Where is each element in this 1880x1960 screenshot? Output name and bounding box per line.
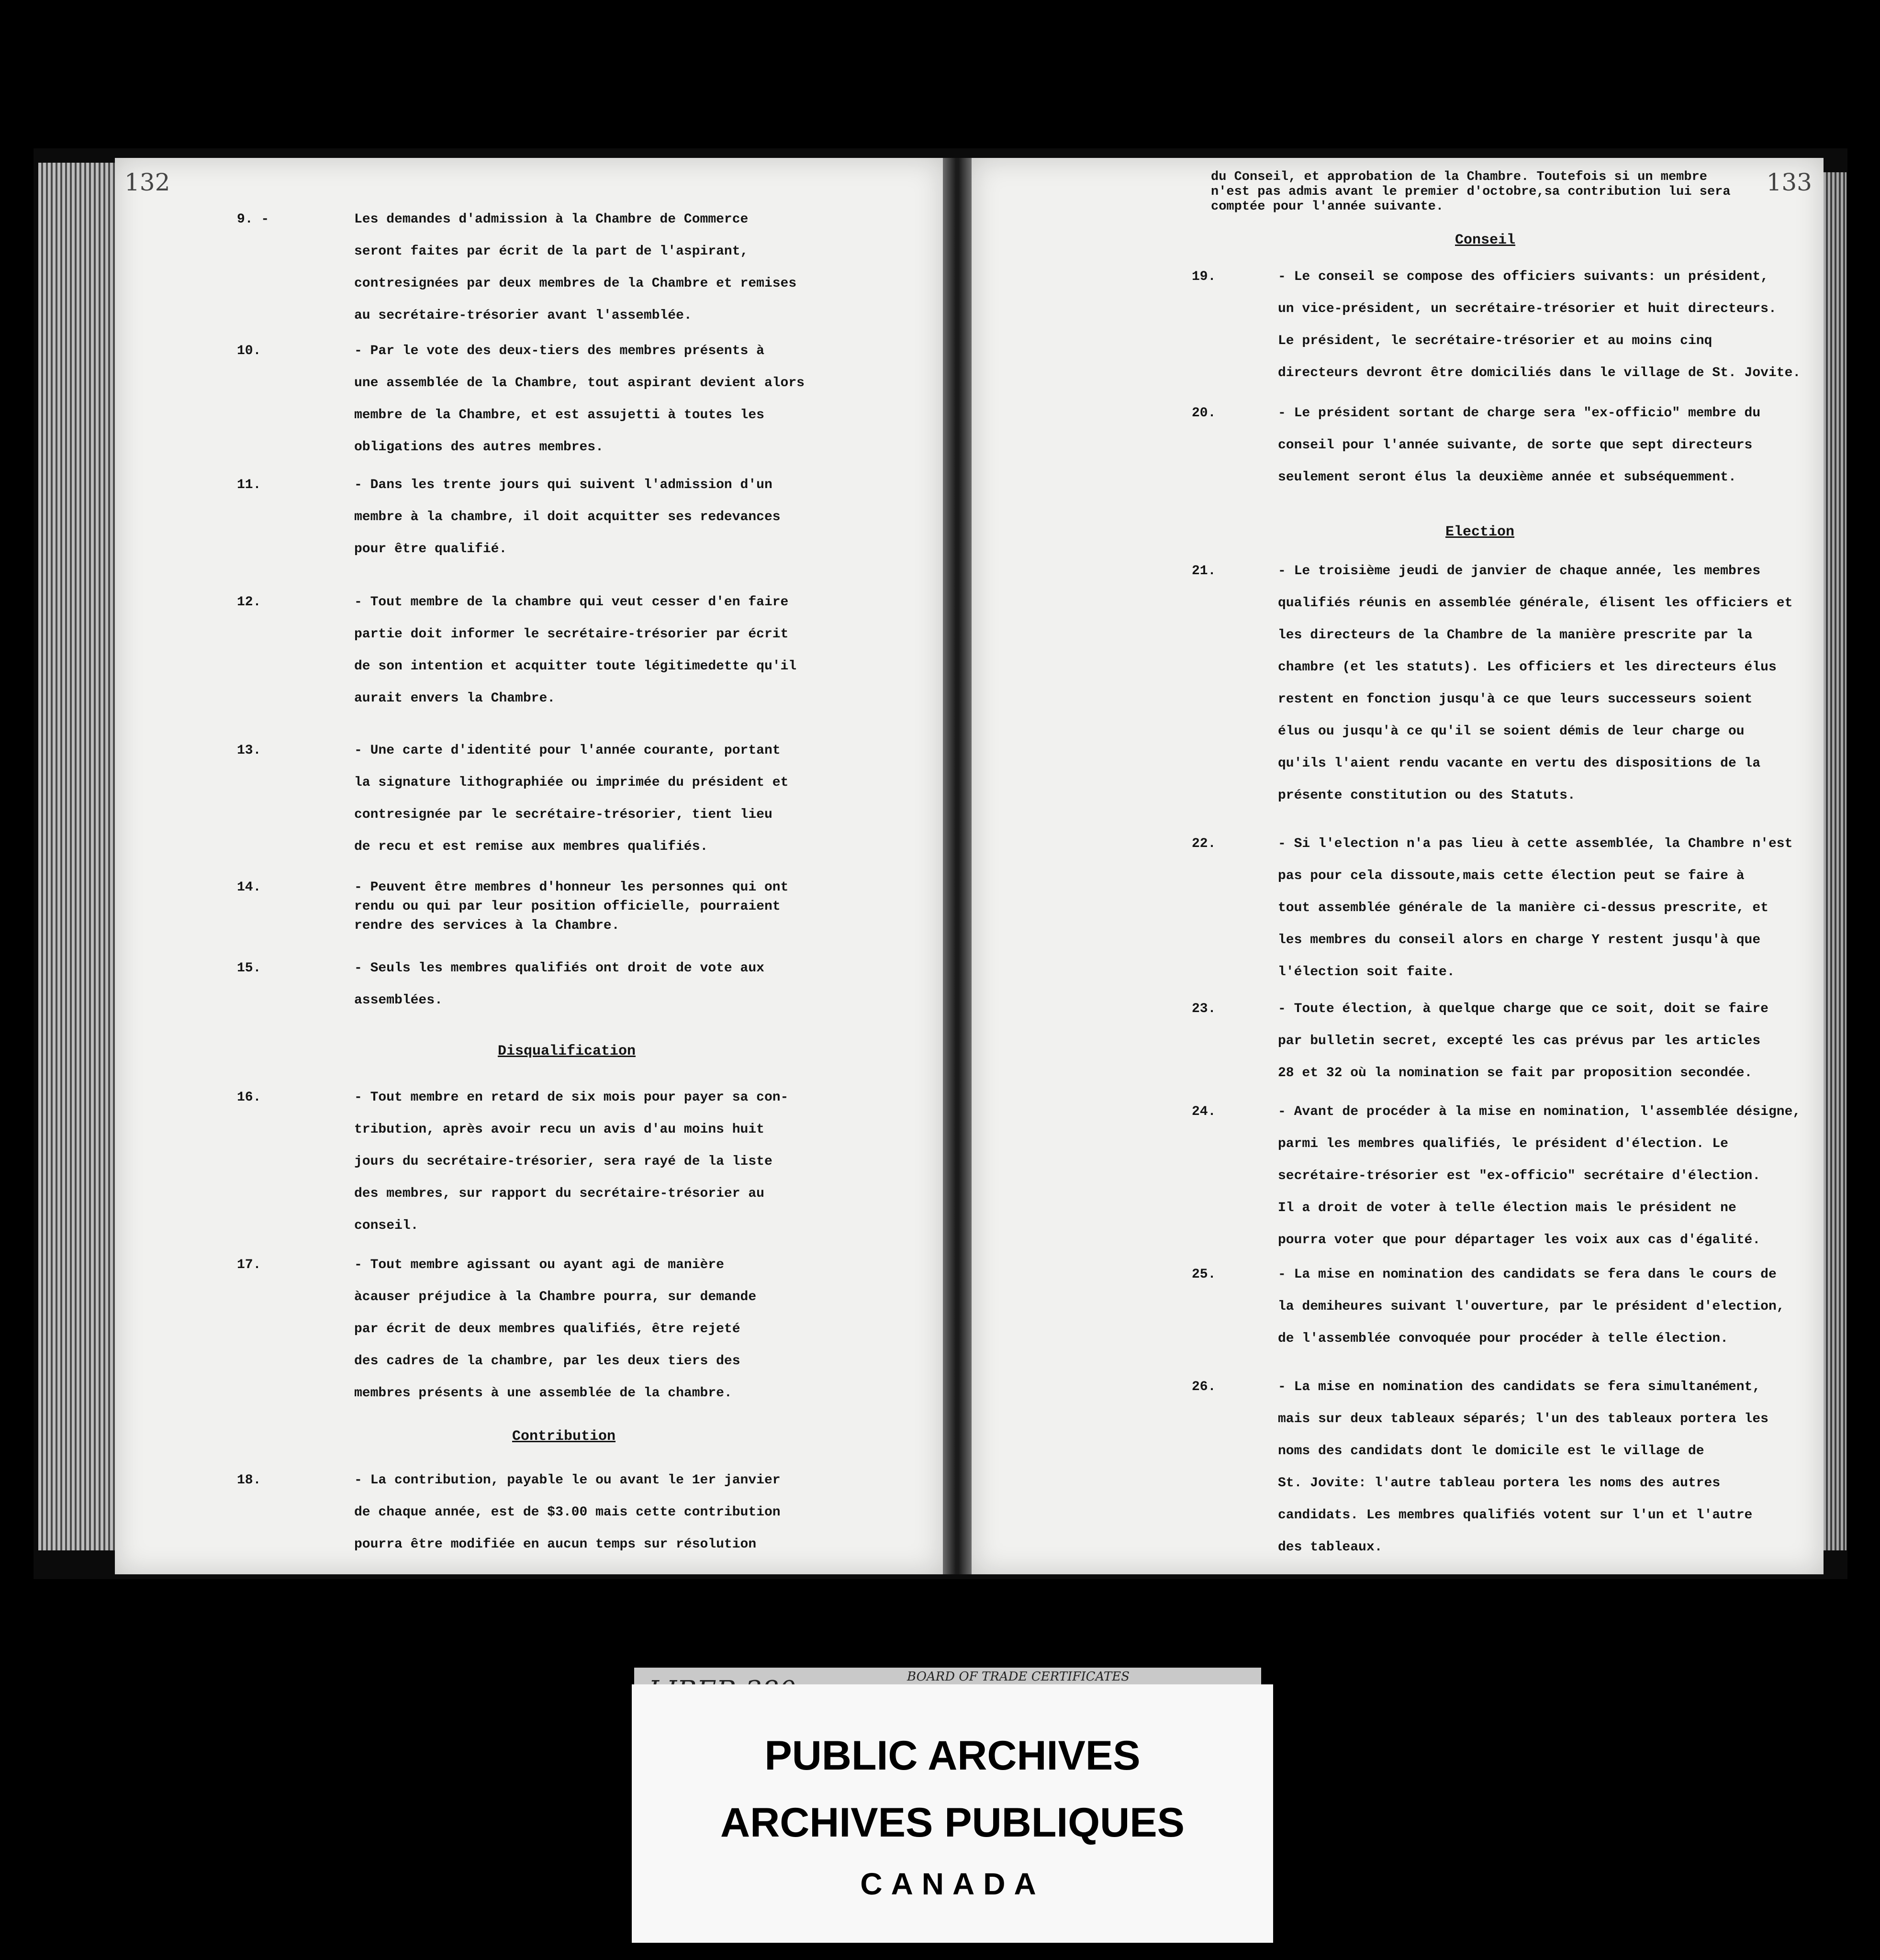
book-gutter — [943, 158, 972, 1574]
article-number: 9. - — [237, 212, 269, 227]
stamp-line-3: CANADA — [860, 1867, 1045, 1901]
article-number: 26. — [1192, 1380, 1216, 1394]
article-14 — [237, 878, 929, 935]
article-text: - Tout membre en retard de six mois pour payer sa con- tribution, après avoir recu un avis d'au moins huit jours du secrétaire-trésorier, sera rayé de la liste des membres, sur rapport du secrétaire-trésorier au conseil. — [354, 1090, 789, 1233]
article-number: 18. — [237, 1473, 261, 1488]
left-page — [115, 158, 943, 1574]
right-page-number: 133 — [1766, 168, 1812, 196]
article-21 — [1192, 555, 1809, 812]
article-number: 12. — [237, 595, 261, 610]
article-11 — [237, 469, 929, 565]
article-number: 10. — [237, 344, 261, 358]
article-12 — [237, 586, 929, 714]
article-15 — [237, 952, 929, 1016]
article-24 — [1192, 1096, 1809, 1256]
left-page-number: 132 — [124, 168, 170, 196]
article-text: - Si l'election n'a pas lieu à cette assemblée, la Chambre n'est pas pour cela dissoute,mais cette élection peut se faire à tout assemblée générale de la manière ci-dessus prescrite, et les membres du conseil alors en charge Y restent jusqu'à que l'élection soit faite. — [1278, 836, 1793, 980]
article-number: 19. — [1192, 269, 1216, 284]
article-13 — [237, 735, 929, 863]
article-text: - La mise en nomination des candidats se fera simultanément, mais sur deux tableaux séparés; l'un des tableaux portera les noms des candidats dont le domicile est le village de St. Jovite: l'autre tableau portera les noms des autres candidats. Les membres qualifiés votent sur l'un et l'autre des tableaux. — [1278, 1380, 1768, 1555]
article-number: 14. — [237, 880, 261, 895]
article-text: - Toute élection, à quelque charge que ce soit, doit se faire par bulletin secret, excepté les cas prévus par les articles 28 et 32 où la nomination se fait par proposition secondée. — [1278, 1002, 1768, 1080]
article-text: - Le troisième jeudi de janvier de chaque année, les membres qualifiés réunis en assemblée générale, élisent les officiers et les directeurs de la Chambre de la manière prescrite par la chambre (et les statuts). Les officiers et les directeurs élus restent en fonction jusqu'à ce que leurs successeurs soient élus ou jusqu'à ce qu'il se soient démis de leur charge ou qu'ils l'aient rendu vacante en vertu des dispositions de la présente constitution ou des Statuts. — [1278, 564, 1793, 803]
continued-text: du Conseil, et approbation de la Chambre. Toutefois si un membre n'est pas admis avant le premier d'octobre,sa contribution lui sera comptée pour l'année suivante. — [1211, 170, 1731, 214]
article-23 — [1192, 993, 1809, 1089]
article-number: 25. — [1192, 1267, 1216, 1282]
article-text: - Le conseil se compose des officiers suivants: un président, un vice-président, un secrétaire-trésorier et huit directeurs. Le président, le secrétaire-trésorier et au moins cinq directeurs devront être domiciliés dans le village de St. Jovite. — [1278, 269, 1801, 380]
article-number: 16. — [237, 1090, 261, 1105]
article-number: 21. — [1192, 564, 1216, 579]
article-16 — [237, 1081, 929, 1242]
article-text: Les demandes d'admission à la Chambre de Commerce seront faites par écrit de la part de l'aspirant, contresignées par deux membres de la Chambre et remises au secrétaire-trésorier avant l'assemblée. — [354, 212, 797, 323]
heading-disqualification: Disqualification — [498, 1043, 636, 1059]
article-20 — [1192, 397, 1809, 493]
article-text: - Peuvent être membres d'honneur les personnes qui ont rendu ou qui par leur position officielle, pourraient rendre des services à la Chambre. — [354, 880, 789, 933]
article-text: - Une carte d'identité pour l'année courante, portant la signature lithographiée ou imprimée du président et contresignée par le secrétaire-trésorier, tient lieu de recu et est remise aux membres qualifiés. — [354, 743, 789, 854]
stamp-line-2: ARCHIVES PUBLIQUES — [720, 1800, 1185, 1846]
handwritten-title: BOARD OF TRADE CERTIFICATES — [907, 1670, 1130, 1684]
archives-stamp — [632, 1684, 1273, 1943]
right-page — [972, 158, 1824, 1574]
article-text: - Le président sortant de charge sera "ex-officio" membre du conseil pour l'année suivante, de sorte que sept directeurs seulement seront élus la deuxième année et subséquemment. — [1278, 406, 1761, 485]
article-text: - Dans les trente jours qui suivent l'admission d'un membre à la chambre, il doit acquitter ses redevances pour être qualifié. — [354, 478, 781, 557]
article-text: - La contribution, payable le ou avant le 1er janvier de chaque année, est de $3.00 mais cette contribution pourra être modifiée en aucun temps sur résolution — [354, 1473, 781, 1552]
stamp-line-1: PUBLIC ARCHIVES — [764, 1733, 1141, 1779]
right-page-edges — [1824, 172, 1846, 1550]
article-number: 24. — [1192, 1104, 1216, 1119]
article-number: 11. — [237, 478, 261, 492]
article-17 — [237, 1249, 929, 1409]
article-number: 13. — [237, 743, 261, 758]
article-text: - Tout membre de la chambre qui veut cesser d'en faire partie doit informer le secrétaire-trésorier par écrit de son intention et acquitter toute légitimedette qu'il aurait envers la Chambre. — [354, 595, 797, 706]
article-number: 20. — [1192, 406, 1216, 421]
article-number: 22. — [1192, 836, 1216, 851]
article-25 — [1192, 1258, 1809, 1355]
article-text: - Par le vote des deux-tiers des membres présents à une assemblée de la Chambre, tout aspirant devient alors membre de la Chambre, et est assujetti à toutes les obligations des autres membres. — [354, 344, 805, 455]
heading-contribution: Contribution — [512, 1428, 616, 1445]
article-19 — [1192, 261, 1809, 389]
heading-conseil: Conseil — [1455, 232, 1516, 248]
left-page-edges — [38, 163, 115, 1550]
article-number: 15. — [237, 961, 261, 976]
heading-election: Election — [1445, 524, 1515, 540]
article-9 — [237, 203, 929, 332]
article-number: 23. — [1192, 1002, 1216, 1016]
article-text: - Tout membre agissant ou ayant agi de manière àcauser préjudice à la Chambre pourra, sur demande par écrit de deux membres qualifiés, être rejeté des cadres de la chambre, par les deux tiers des membres présents à une assemblée de la chambre. — [354, 1258, 757, 1401]
article-number: 17. — [237, 1258, 261, 1272]
article-text: - Avant de procéder à la mise en nomination, l'assemblée désigne, parmi les membres qualifiés, le président d'élection. Le secrétaire-trésorier est "ex-officio" secrétaire d'élection. Il a droit de voter à telle élection mais le président ne pourra voter que pour départager les voix aux cas d'égalité. — [1278, 1104, 1801, 1247]
article-22 — [1192, 828, 1809, 988]
article-10 — [237, 335, 929, 463]
article-18 — [237, 1464, 929, 1560]
article-text: - La mise en nomination des candidats se fera dans le cours de la demiheures suivant l'ouverture, par le président d'election, de l'assemblée convoquée pour procéder à telle élection. — [1278, 1267, 1785, 1346]
article-26 — [1192, 1371, 1809, 1563]
article-text: - Seuls les membres qualifiés ont droit de vote aux assemblées. — [354, 961, 764, 1008]
